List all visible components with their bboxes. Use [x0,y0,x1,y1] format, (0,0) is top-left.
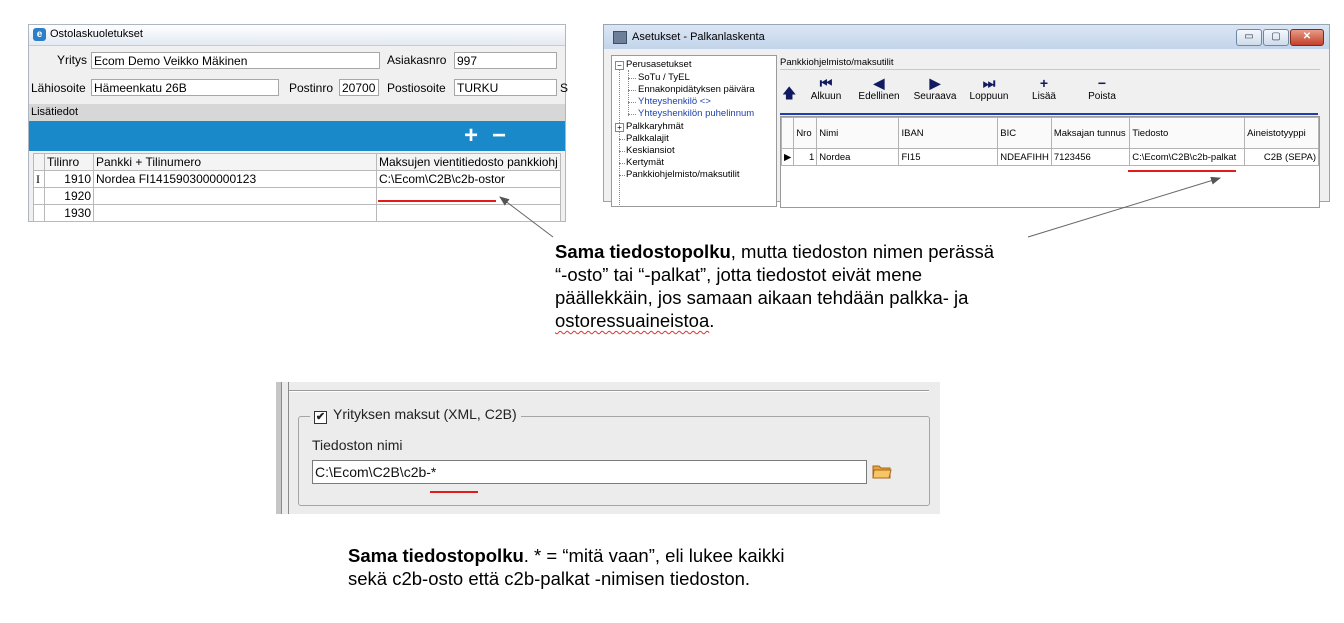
minimize-button[interactable]: ▭ [1236,29,1262,46]
next-icon: ▶ [929,75,941,91]
lisatiedot-section-header: Lisätiedot [29,104,565,121]
window-title: Asetukset - Palkanlaskenta [632,31,765,43]
column-header[interactable]: Tiedosto [1130,118,1245,149]
current-row-pointer-icon: ▶ [782,149,794,166]
bic-cell[interactable]: NDEAFIHH [998,149,1052,166]
lahiosoite-label: Lähiosoite [31,81,86,95]
misspelled-word: ostoressuaineistoa [555,310,710,331]
note-text: “-osto” tai “-palkat”, jotta tiedostot eivät mene [555,264,923,285]
yrityksen-maksut-label: Yrityksen maksut (XML, C2B) [333,406,517,422]
note-bold-heading: Sama tiedostopolku [555,241,731,262]
maximize-button[interactable]: ▢ [1263,29,1289,46]
remove-icon: − [1097,75,1107,91]
add-icon: + [1039,75,1049,91]
section-title: Pankkiohjelmisto/maksutilit [780,57,894,68]
pankki-cell[interactable]: Nordea FI1415903000000123 [94,171,377,188]
postinro-field[interactable]: 20700 [339,79,379,96]
previous-icon: ◀ [873,75,885,91]
column-header[interactable]: Maksujen vientitiedosto pankkiohj [377,154,561,171]
postiosoite-label: Postiosoite [387,81,446,95]
tiedoston-nimi-input[interactable]: C:\Ecom\C2B\c2b-* [312,460,867,484]
asiakasnro-label: Asiakasnro [387,53,447,67]
nro-cell[interactable]: 1 [794,149,817,166]
tree-item-perusasetukset[interactable]: Perusasetukset [626,59,692,70]
note-text: . [709,310,715,331]
loppuun-label: Loppuun [969,91,1009,102]
tiedoston-nimi-label: Tiedoston nimi [312,437,403,453]
iban-cell[interactable]: FI15 [899,149,998,166]
lahiosoite-field[interactable]: Hämeenkatu 26B [91,79,279,96]
expand-icon[interactable]: + [615,123,624,132]
lisaa-label: Lisää [1032,91,1056,102]
arrow-to-palkat-path [1028,178,1220,237]
checkbox-checked-icon[interactable]: ✔ [315,411,326,423]
aineistotyyppi-cell[interactable]: C2B (SEPA) [1245,149,1319,166]
note-text: sekä c2b-osto että c2b-palkat -nimisen tiedoston. [348,568,751,589]
tree-item-keskiansiot[interactable]: Keskiansiot [626,145,675,156]
collapse-icon[interactable]: − [615,61,624,70]
postiosoite-field[interactable]: TURKU [454,79,557,96]
note-text: päällekkäin, jos samaan aikaan tehdään palkka- ja [555,287,969,308]
tilinro-cell[interactable]: 1920 [45,188,94,205]
column-header[interactable]: Nimi [817,118,899,149]
tilinro-cell[interactable]: 1910 [45,171,94,188]
note-same-path-suffix [555,240,1115,332]
tree-item-palkkalajit[interactable]: Palkkalajit [626,133,669,144]
asiakasnro-field[interactable]: 997 [454,52,557,69]
add-row-button[interactable]: + [464,122,479,149]
up-arrow-icon[interactable]: 🡅 [782,85,797,101]
note-bold-heading: Sama tiedostopolku [348,545,524,566]
ecom-app-icon: e [33,28,46,41]
tree-item-palkkaryhmat[interactable]: Palkkaryhmät [626,121,684,132]
row-marker: I [34,171,45,188]
edellinen-label: Edellinen [858,91,900,102]
yritys-label: Yritys [57,53,87,67]
tree-item-kertymat[interactable]: Kertymät [626,157,665,168]
note-text: . * = “mitä vaan”, eli lukee kaikki [523,545,785,566]
maksajan-tunnus-cell[interactable]: 7123456 [1051,149,1129,166]
last-record-icon: ⏭ [982,75,996,91]
remove-row-button[interactable]: − [492,122,507,149]
tilinro-cell[interactable]: 1930 [45,205,94,222]
column-header[interactable]: Aineistotyyppi [1245,118,1319,149]
tree-item-yhteyshenkilo[interactable]: Yhteyshenkilö <> [638,96,711,107]
arrow-to-osto-path [500,197,553,237]
alkuun-label: Alkuun [810,91,842,102]
postinro-label: Postinro [289,81,334,95]
column-header[interactable]: Tilinro [45,154,94,171]
column-header[interactable]: Nro [794,118,817,149]
column-header[interactable]: BIC [998,118,1052,149]
column-header[interactable]: Maksajan tunnus [1051,118,1129,149]
tree-item-pankkiohjelmisto[interactable]: Pankkiohjelmisto/maksutilit [626,169,740,180]
tree-item-yhteyshenkilon-puhelin[interactable]: Yhteyshenkilön puhelinnum [638,108,755,119]
tiedosto-cell[interactable]: C:\Ecom\C2B\c2b-ostor [377,171,561,188]
yritys-field[interactable]: Ecom Demo Veikko Mäkinen [91,52,380,69]
window-title: Ostolaskuoletukset [50,28,143,40]
note-wildcard [348,544,928,590]
nimi-cell[interactable]: Nordea [817,149,899,166]
tree-item-ennakonpidatys[interactable]: Ennakonpidätyksen päivära [638,84,755,95]
column-header[interactable]: IBAN [899,118,998,149]
truncated-label: S [560,81,569,95]
tree-item-sotu-tyel[interactable]: SoTu / TyEL [638,72,690,83]
seuraava-label: Seuraava [913,91,957,102]
column-header[interactable]: Pankki + Tilinumero [94,154,377,171]
note-text: , mutta tiedoston nimen perässä [730,241,995,262]
first-record-icon: ⏮ [819,75,833,91]
poista-label: Poista [1088,91,1116,102]
tiedosto-cell[interactable]: C:\Ecom\C2B\c2b-palkat [1130,149,1245,166]
close-button[interactable]: ✕ [1290,29,1324,46]
